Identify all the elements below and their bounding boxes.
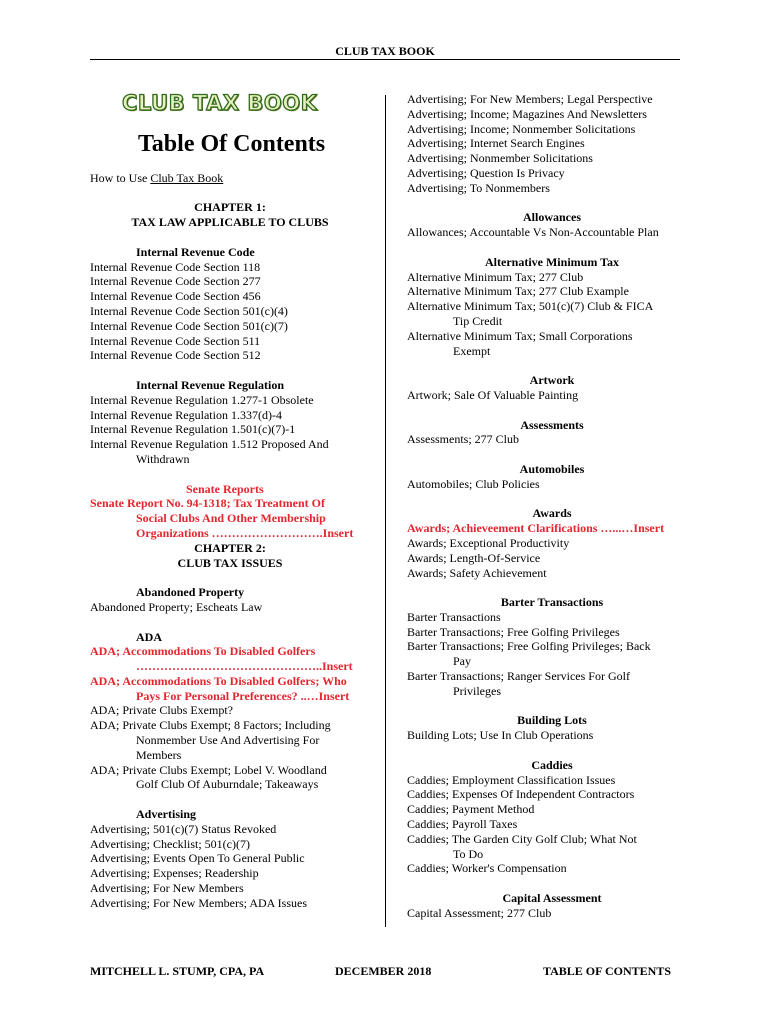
section-heading: Assessments — [520, 417, 584, 432]
page-header: CLUB TAX BOOK — [335, 44, 435, 58]
toc-entry[interactable]: Barter Transactions — [407, 609, 501, 624]
toc-entry-continued[interactable]: To Do — [453, 846, 484, 861]
right-column — [407, 92, 697, 921]
toc-title: Table Of Contents — [138, 130, 326, 157]
toc-entry[interactable]: Advertising; Question Is Privacy — [407, 165, 565, 180]
toc-entry[interactable]: Internal Revenue Regulation 1.277-1 Obsolete — [90, 392, 314, 407]
toc-entry-continued[interactable]: Privileges — [453, 683, 501, 698]
toc-entry-continued[interactable]: Tip Credit — [453, 313, 503, 328]
toc-entry[interactable]: Caddies; Worker's Compensation — [407, 861, 567, 876]
toc-entry[interactable]: Internal Revenue Code Section 456 — [90, 289, 261, 304]
left-column — [90, 92, 370, 911]
section-heading: Advertising — [136, 807, 196, 822]
chapter-1-title: TAX LAW APPLICABLE TO CLUBS — [131, 215, 329, 230]
toc-entry[interactable]: Advertising; 501(c)(7) Status Revoked — [90, 821, 277, 836]
section-heading: Artwork — [529, 373, 575, 388]
toc-entry[interactable]: ADA; Private Clubs Exempt; Lobel V. Woodland — [90, 762, 327, 777]
toc-entry-insert-continued[interactable]: Social Clubs And Other Membership — [136, 511, 326, 526]
toc-entry[interactable]: Advertising; For New Members; ADA Issues — [90, 895, 307, 910]
toc-entry[interactable]: Advertising; Checklist; 501(c)(7) — [90, 836, 250, 851]
section-heading: Automobiles — [519, 461, 585, 476]
toc-entry[interactable]: Allowances; Accountable Vs Non-Accountable Plan — [407, 225, 659, 240]
toc-entry-insert[interactable]: Awards; Achieveement Clarifications …...…Insert — [407, 521, 665, 536]
toc-entry[interactable]: ADA; Private Clubs Exempt; 8 Factors; Including — [90, 718, 331, 733]
section-heading: Abandoned Property — [136, 585, 245, 600]
toc-entry[interactable]: Barter Transactions; Free Golfing Privileges; Back — [407, 639, 651, 654]
toc-entry-insert[interactable]: ADA; Accommodations To Disabled Golfers — [90, 644, 316, 659]
toc-entry[interactable]: Automobiles; Club Policies — [407, 476, 540, 491]
section-heading: Caddies — [531, 757, 573, 772]
toc-entry[interactable]: Internal Revenue Regulation 1.512 Proposed And — [90, 437, 329, 452]
toc-entry-insert[interactable]: ADA; Accommodations To Disabled Golfers; Who — [90, 673, 347, 688]
toc-entry[interactable]: Advertising; Events Open To General Public — [90, 851, 305, 866]
section-heading: ADA — [136, 629, 162, 644]
toc-entry[interactable]: Alternative Minimum Tax; 501(c)(7) Club & FICA — [407, 299, 654, 314]
header-rule — [90, 59, 680, 60]
how-to-use — [90, 171, 370, 186]
toc-entry-continued[interactable]: Withdrawn — [136, 451, 190, 466]
toc-entry-insert-continued[interactable]: Organizations ……………………….Insert — [136, 525, 354, 540]
toc-entry[interactable]: Barter Transactions; Ranger Services For Golf — [407, 669, 630, 684]
toc-entry[interactable]: Alternative Minimum Tax; Small Corporations — [407, 328, 633, 343]
toc-entry[interactable]: Advertising; Income; Nonmember Solicitations — [407, 121, 636, 136]
toc-entry[interactable]: Advertising; For New Members; Legal Perspective — [407, 92, 653, 106]
toc-entry[interactable]: Internal Revenue Regulation 1.501(c)(7)-1 — [90, 422, 296, 437]
toc-entry[interactable]: Advertising; For New Members — [90, 881, 244, 896]
chapter-1-label: CHAPTER 1: — [194, 200, 266, 215]
toc-entry-continued[interactable]: Members — [136, 747, 182, 762]
toc-entry[interactable]: Caddies; Payment Method — [407, 802, 535, 817]
toc-entry-continued[interactable]: Pay — [453, 654, 471, 669]
toc-entry[interactable]: Abandoned Property; Escheats Law — [90, 599, 263, 614]
toc-entry-insert-continued[interactable]: ………………………………………..Insert — [136, 659, 353, 674]
toc-entry[interactable]: Internal Revenue Code Section 118 — [90, 259, 261, 274]
section-heading: Capital Assessment — [502, 891, 602, 906]
toc-entry[interactable]: Awards; Exceptional Productivity — [407, 535, 570, 550]
toc-entry[interactable]: Awards; Length-Of-Service — [407, 550, 541, 565]
toc-entry[interactable]: Internal Revenue Code Section 501(c)(7) — [90, 318, 288, 333]
how-to-use-link[interactable]: Club Tax Book — [150, 170, 224, 185]
toc-entry[interactable]: Building Lots; Use In Club Operations — [407, 728, 594, 743]
toc-entry[interactable]: Advertising; Nonmember Solicitations — [407, 151, 593, 166]
toc-entry[interactable]: Caddies; Payroll Taxes — [407, 817, 518, 832]
toc-entry[interactable]: Barter Transactions; Free Golfing Privileges — [407, 624, 620, 639]
toc-entry[interactable]: Advertising; Internet Search Engines — [407, 136, 585, 151]
section-heading: Awards — [532, 506, 572, 521]
toc-entry[interactable]: Caddies; Expenses Of Independent Contractors — [407, 787, 635, 802]
footer-section: TABLE OF CONTENTS — [543, 964, 672, 978]
toc-entry[interactable]: Advertising; Income; Magazines And Newsletters — [407, 106, 647, 121]
toc-entry[interactable]: Advertising; Expenses; Readership — [90, 866, 259, 881]
toc-entry[interactable]: Caddies; Employment Classification Issues — [407, 772, 616, 787]
section-heading: Alternative Minimum Tax — [485, 254, 619, 269]
book-title: CLUB TAX BOOK — [122, 91, 318, 115]
toc-entry[interactable]: Internal Revenue Code Section 501(c)(4) — [90, 303, 288, 318]
toc-entry[interactable]: Internal Revenue Code Section 511 — [90, 333, 261, 348]
section-heading: Senate Reports — [186, 481, 264, 496]
toc-entry[interactable]: Internal Revenue Code Section 512 — [90, 348, 261, 363]
toc-entry[interactable]: Internal Revenue Code Section 277 — [90, 274, 261, 289]
toc-entry[interactable]: Artwork; Sale Of Valuable Painting — [407, 387, 579, 402]
footer-date: DECEMBER 2018 — [335, 964, 432, 978]
section-heading: Internal Revenue Code — [136, 244, 255, 259]
toc-entry-continued[interactable]: Golf Club Of Auburndale; Takeaways — [136, 777, 319, 792]
section-heading: Building Lots — [517, 713, 587, 728]
chapter-2-title: CLUB TAX ISSUES — [177, 555, 283, 570]
chapter-2-label: CHAPTER 2: — [194, 540, 266, 555]
toc-entry[interactable]: Awards; Safety Achievement — [407, 565, 547, 580]
how-to-use-prefix: How to Use — [90, 170, 151, 185]
toc-entry[interactable]: Internal Revenue Regulation 1.337(d)-4 — [90, 407, 282, 422]
toc-entry[interactable]: ADA; Private Clubs Exempt? — [90, 703, 233, 718]
toc-entry[interactable]: Alternative Minimum Tax; 277 Club Example — [407, 284, 629, 299]
section-heading: Allowances — [523, 210, 581, 225]
section-heading: Barter Transactions — [500, 595, 604, 610]
toc-entry[interactable]: Advertising; To Nonmembers — [407, 180, 550, 195]
toc-entry-continued[interactable]: Nonmember Use And Advertising For — [136, 733, 320, 748]
footer-author: MITCHELL L. STUMP, CPA, PA — [90, 964, 265, 978]
toc-entry-insert-continued[interactable]: Pays For Personal Preferences? ..…Insert — [136, 688, 350, 703]
toc-entry[interactable]: Assessments; 277 Club — [407, 432, 520, 447]
toc-entry[interactable]: Capital Assessment; 277 Club — [407, 905, 552, 920]
toc-entry-continued[interactable]: Exempt — [453, 343, 491, 358]
toc-entry[interactable]: Caddies; The Garden City Golf Club; What Not — [407, 831, 637, 846]
toc-entry[interactable]: Alternative Minimum Tax; 277 Club — [407, 269, 584, 284]
section-heading: Internal Revenue Regulation — [136, 377, 284, 392]
column-divider — [385, 95, 386, 927]
toc-entry-insert[interactable]: Senate Report No. 94-1318; Tax Treatment Of — [90, 496, 325, 511]
